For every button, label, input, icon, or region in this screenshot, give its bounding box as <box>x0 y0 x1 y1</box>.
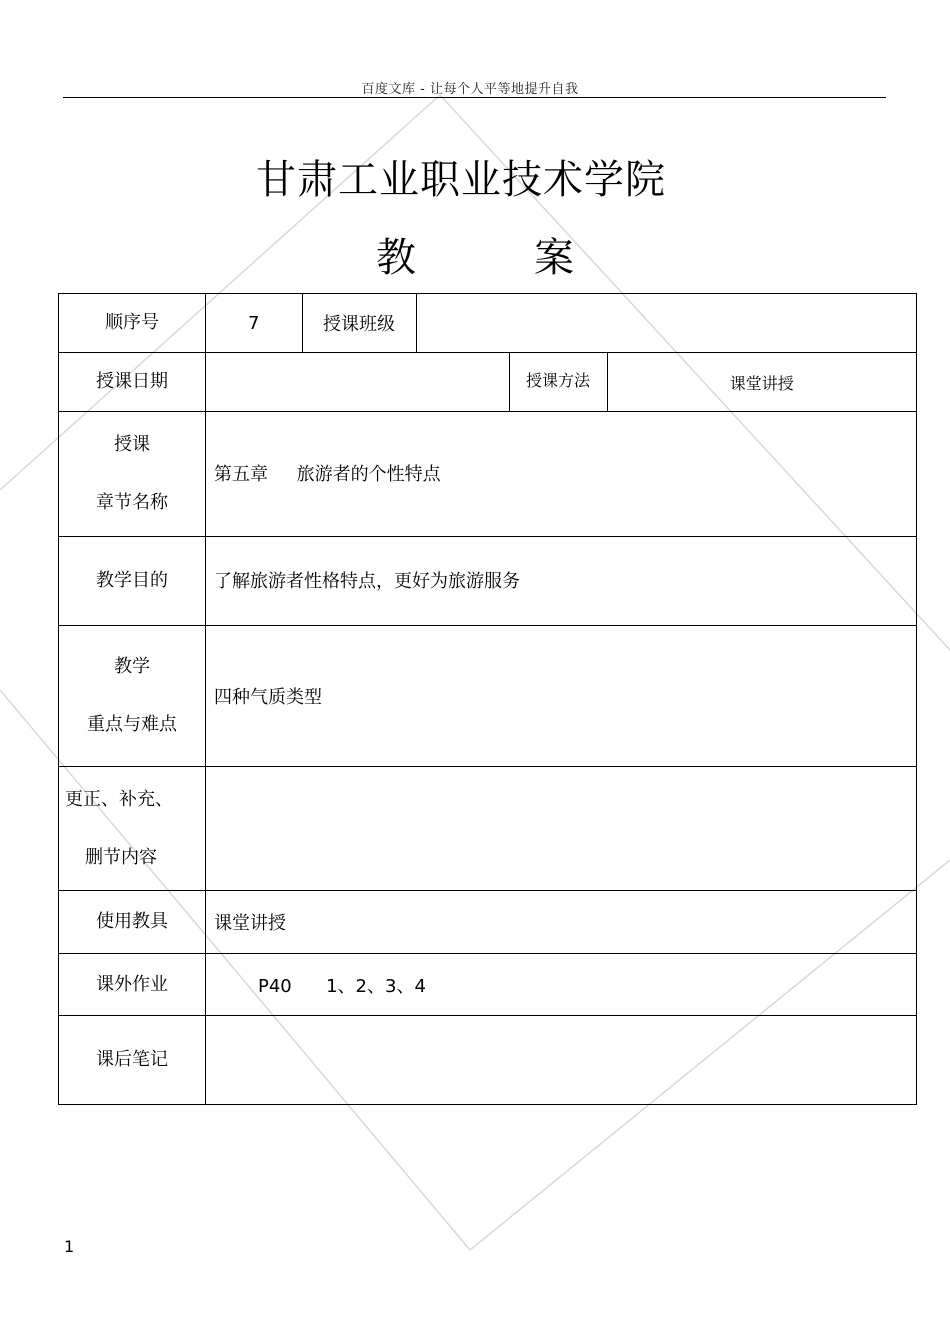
page-number: 1 <box>64 1237 75 1256</box>
homework-value: P40 1、2、3、4 <box>206 954 917 1016</box>
notes-label: 课后笔记 <box>59 1016 206 1105</box>
key-label-line1: 教学 <box>114 656 150 677</box>
header-divider <box>63 97 886 98</box>
title-char-2: 案 <box>534 235 574 281</box>
table-row-notes <box>59 1016 917 1105</box>
key-label-line2: 重点与难点 <box>87 714 177 735</box>
title-char-1: 教 <box>376 235 416 281</box>
chapter-label-line1: 授课 <box>114 434 150 455</box>
table-row-revision <box>59 767 917 891</box>
revise-label <box>59 767 206 891</box>
method-value: 课堂讲授 <box>607 353 916 411</box>
revise-value <box>206 767 917 891</box>
table-row-goal <box>59 537 917 626</box>
date-label: 授课日期 <box>59 353 206 412</box>
chapter-value: 第五章 旅游者的个性特点 <box>206 412 917 537</box>
seq-value: 7 <box>248 312 260 334</box>
key-label <box>59 626 206 767</box>
document-title <box>0 226 950 283</box>
table-row-chapter <box>59 412 917 537</box>
key-value: 四种气质类型 <box>206 626 917 767</box>
goal-label: 教学目的 <box>59 537 206 626</box>
table-row-keypoints <box>59 626 917 767</box>
class-label: 授课班级 <box>302 294 416 352</box>
tools-label: 使用教具 <box>59 891 206 954</box>
seq-row-inner <box>206 294 916 352</box>
table-row-date <box>59 353 917 412</box>
homework-label: 课外作业 <box>59 954 206 1016</box>
date-value <box>206 353 509 411</box>
tools-value: 课堂讲授 <box>206 891 917 954</box>
method-label: 授课方法 <box>509 353 607 411</box>
header-slogan: 百度文库 - 让每个人平等地提升自我 <box>361 82 579 97</box>
revise-label-line1: 更正、补充、 <box>65 788 173 810</box>
school-name: 甘肃工业职业技术学院 <box>256 157 666 203</box>
date-row-inner <box>206 353 916 411</box>
notes-value <box>206 1016 917 1105</box>
goal-value: 了解旅游者性格特点，更好为旅游服务 <box>206 537 917 626</box>
table-row-homework <box>59 954 917 1016</box>
chapter-label-line2: 章节名称 <box>96 492 168 513</box>
table-row-tools <box>59 891 917 954</box>
lesson-plan-table <box>58 293 917 1105</box>
table-row-sequence <box>59 294 917 353</box>
revise-label-line2: 删节内容 <box>85 846 157 868</box>
class-value <box>416 294 916 352</box>
seq-label: 顺序号 <box>59 294 206 353</box>
chapter-label <box>59 412 206 537</box>
